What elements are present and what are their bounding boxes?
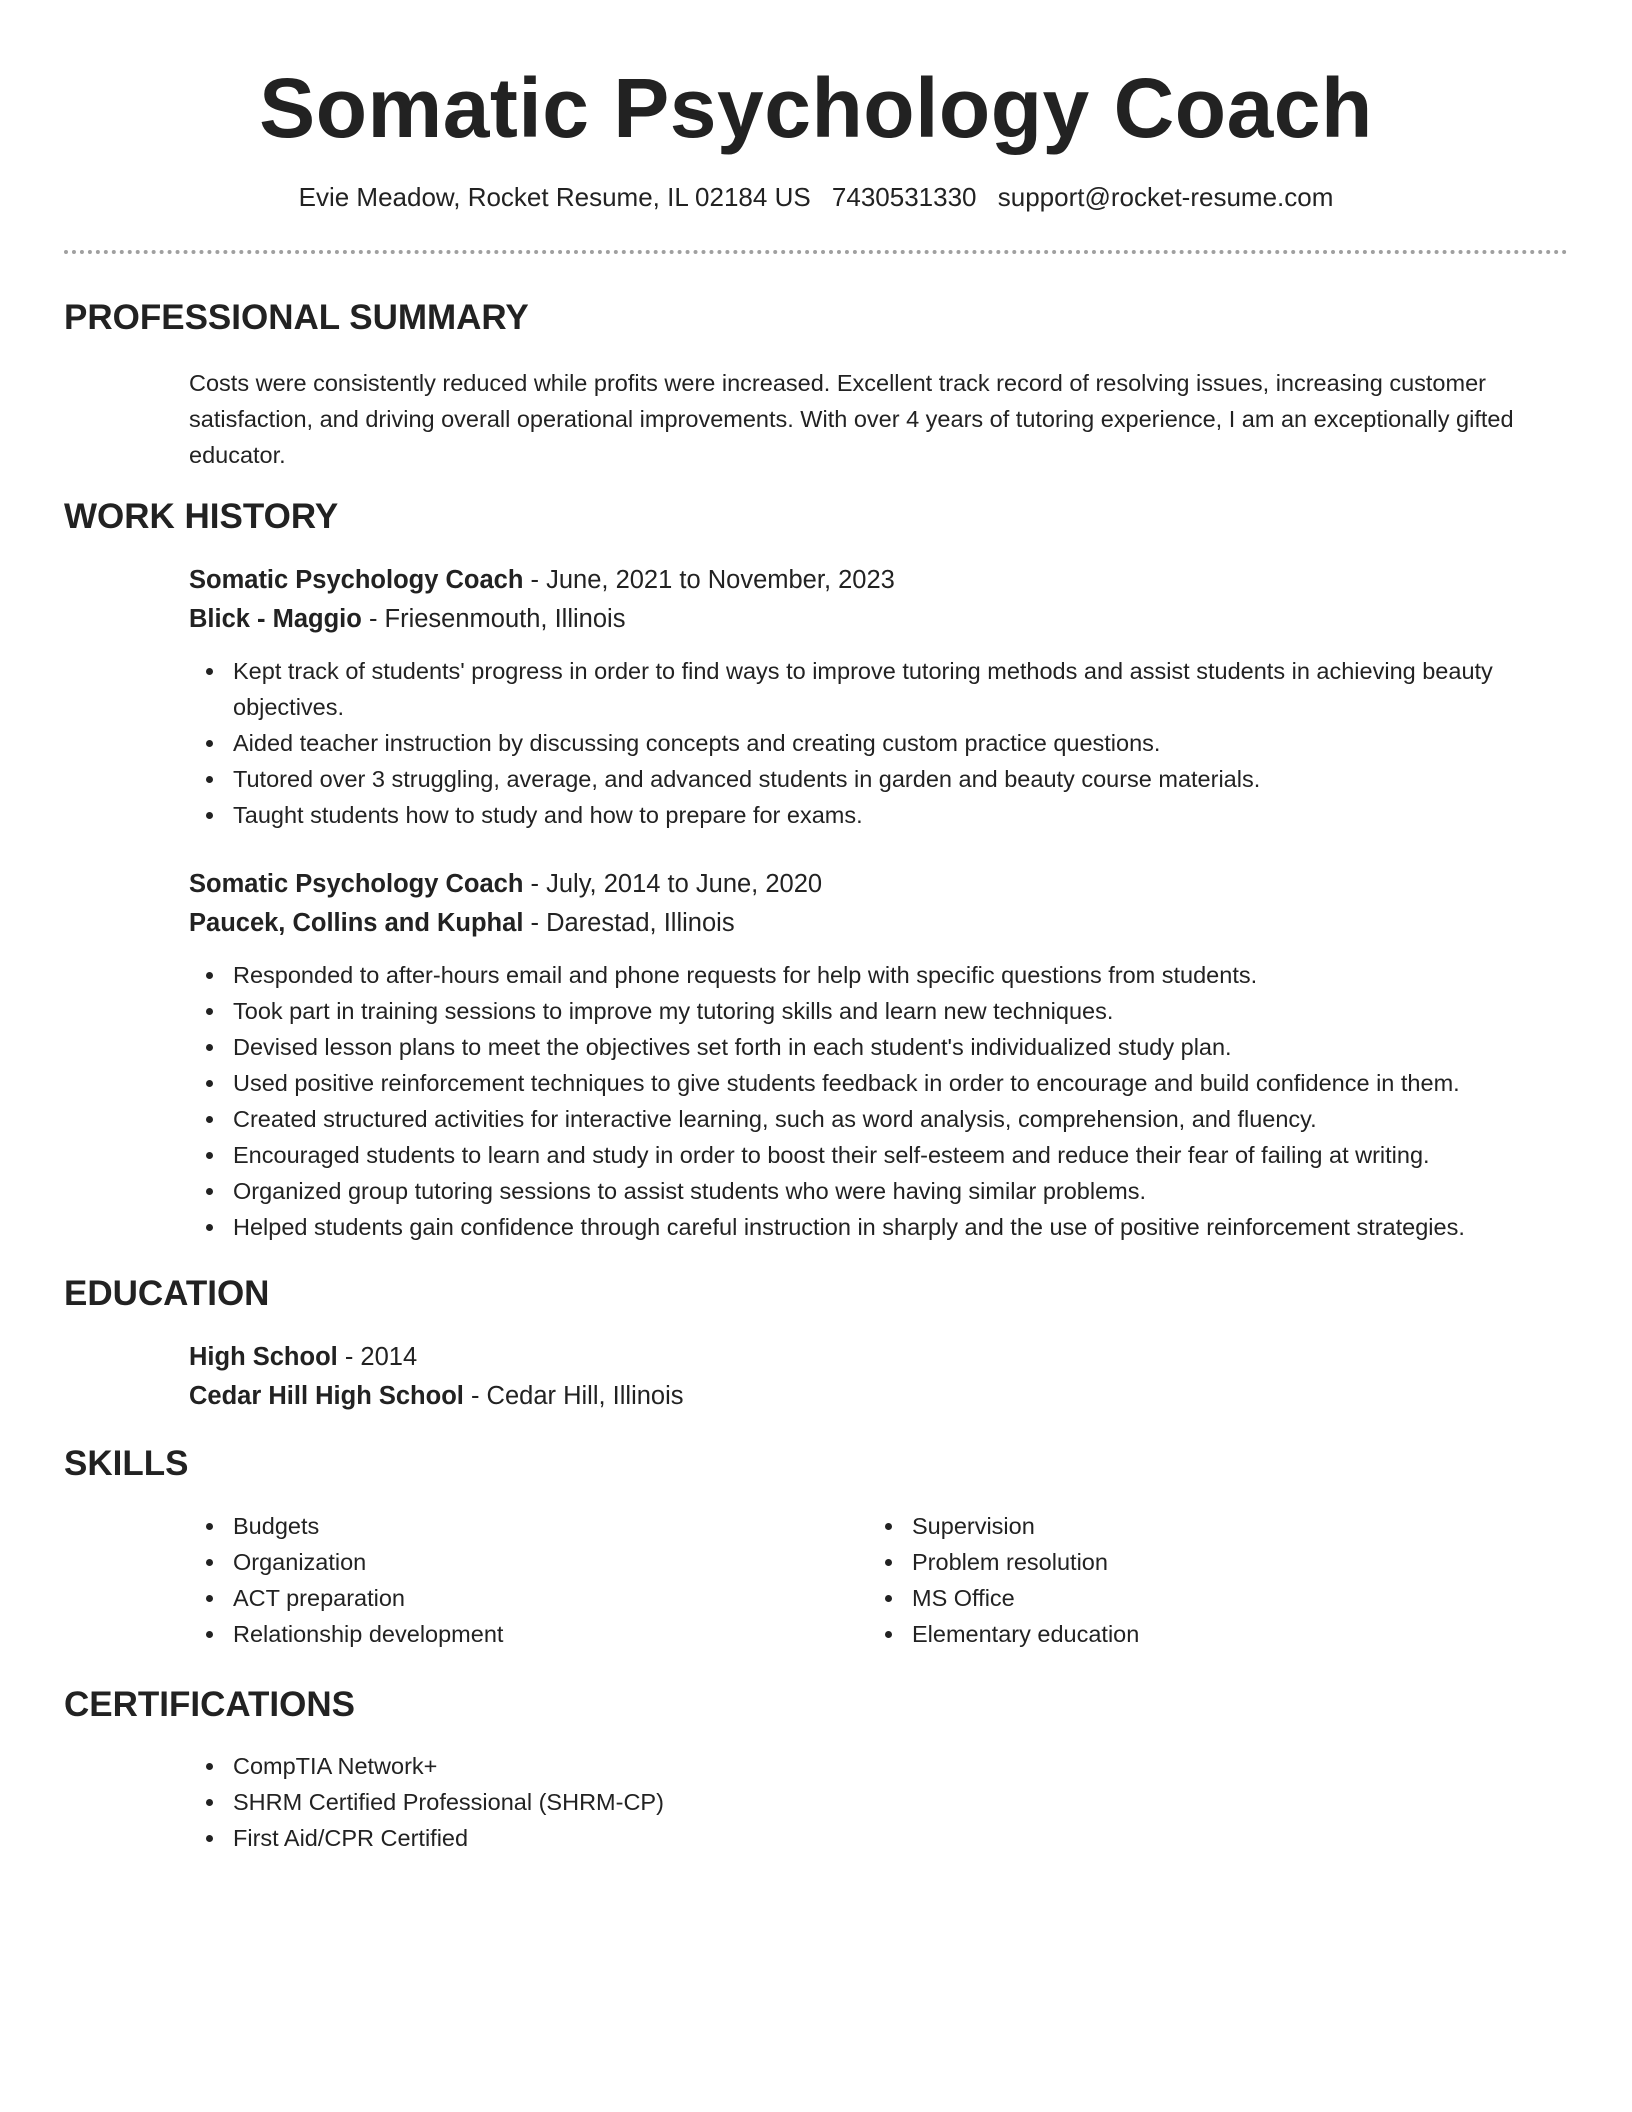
education-year: - 2014 (337, 1343, 418, 1371)
certifications-list (189, 1748, 1568, 1856)
job-title: Somatic Psychology Coach (189, 566, 524, 594)
section-title-summary: PROFESSIONAL SUMMARY (64, 298, 529, 337)
list-item: Elementary education (868, 1616, 1547, 1652)
list-item: Relationship development (189, 1616, 868, 1652)
list-item: Created structured activities for interactive learning, such as word analysis, comprehension, and fluency. (189, 1101, 1568, 1137)
list-item: CompTIA Network+ (189, 1748, 1568, 1784)
education-degree: High School (189, 1343, 338, 1371)
education-degree-line (189, 1338, 1568, 1377)
skills-column-left (189, 1508, 868, 1652)
job-entry-2 (189, 865, 1568, 1245)
job-entry-1 (189, 561, 1568, 833)
list-item: MS Office (868, 1580, 1547, 1616)
job-title-line (189, 561, 1568, 600)
job-title: Somatic Psychology Coach (189, 870, 524, 898)
summary-text: Costs were consistently reduced while profits were increased. Excellent track record of resolving issues, increasing customer satisfaction, and driving overall operational improvements. With over 4 years of tutoring experience, I am an exceptionally gifted educator. (189, 370, 1514, 468)
list-item: Budgets (189, 1508, 868, 1544)
list-item: Organization (189, 1544, 868, 1580)
job-location: - Friesenmouth, Illinois (361, 605, 626, 633)
certifications-bullets (189, 1748, 1568, 1856)
list-item: SHRM Certified Professional (SHRM-CP) (189, 1784, 1568, 1820)
list-item: Helped students gain confidence through careful instruction in sharply and the use of positive reinforcement strategies. (189, 1209, 1568, 1245)
job-title-line (189, 865, 1568, 904)
job-dates: - June, 2021 to November, 2023 (523, 566, 895, 594)
resume-name: Somatic Psychology Coach (259, 61, 1373, 155)
list-item: Supervision (868, 1508, 1547, 1544)
education-entry (189, 1338, 1568, 1416)
skills-list (189, 1508, 1568, 1652)
job-dates: - July, 2014 to June, 2020 (523, 870, 823, 898)
section-title-work: WORK HISTORY (64, 497, 339, 536)
section-title-certifications: CERTIFICATIONS (64, 1685, 356, 1724)
list-item: First Aid/CPR Certified (189, 1820, 1568, 1856)
skills-grid (189, 1508, 1568, 1652)
list-item: Organized group tutoring sessions to assist students who were having similar problems. (189, 1173, 1568, 1209)
education-school-line (189, 1377, 1568, 1416)
contact-line (0, 180, 1632, 214)
education-school: Cedar Hill High School (189, 1382, 464, 1410)
contact-address: Evie Meadow, Rocket Resume, IL 02184 US (298, 182, 811, 212)
contact-email: support@rocket-resume.com (997, 182, 1334, 212)
list-item: Aided teacher instruction by discussing concepts and creating custom practice questions. (189, 725, 1568, 761)
list-item: Used positive reinforcement techniques to give students feedback in order to encourage and build confidence in them. (189, 1065, 1568, 1101)
list-item: Taught students how to study and how to prepare for exams. (189, 797, 1568, 833)
job-bullets (189, 653, 1568, 833)
job-company: Paucek, Collins and Kuphal (189, 909, 524, 937)
list-item: ACT preparation (189, 1580, 868, 1616)
list-item: Encouraged students to learn and study in order to boost their self-esteem and reduce their fear of failing at writing. (189, 1137, 1568, 1173)
section-title-education: EDUCATION (64, 1274, 270, 1313)
section-title-skills: SKILLS (64, 1444, 189, 1483)
contact-phone: 7430531330 (831, 182, 977, 212)
job-company-line (189, 904, 1568, 943)
list-item: Took part in training sessions to improve my tutoring skills and learn new techniques. (189, 993, 1568, 1029)
skills-column-right (868, 1508, 1547, 1652)
list-item: Problem resolution (868, 1544, 1547, 1580)
list-item: Responded to after-hours email and phone requests for help with specific questions from students. (189, 957, 1568, 993)
job-bullets (189, 957, 1568, 1245)
header-divider (64, 250, 1568, 254)
list-item: Kept track of students' progress in order to find ways to improve tutoring methods and assist students in achieving beauty objectives. (189, 653, 1568, 725)
list-item: Devised lesson plans to meet the objectives set forth in each student's individualized study plan. (189, 1029, 1568, 1065)
job-company-line (189, 600, 1568, 639)
list-item: Tutored over 3 struggling, average, and advanced students in garden and beauty course materials. (189, 761, 1568, 797)
education-location: - Cedar Hill, Illinois (463, 1382, 684, 1410)
job-location: - Darestad, Illinois (523, 909, 735, 937)
job-company: Blick - Maggio (189, 605, 362, 633)
